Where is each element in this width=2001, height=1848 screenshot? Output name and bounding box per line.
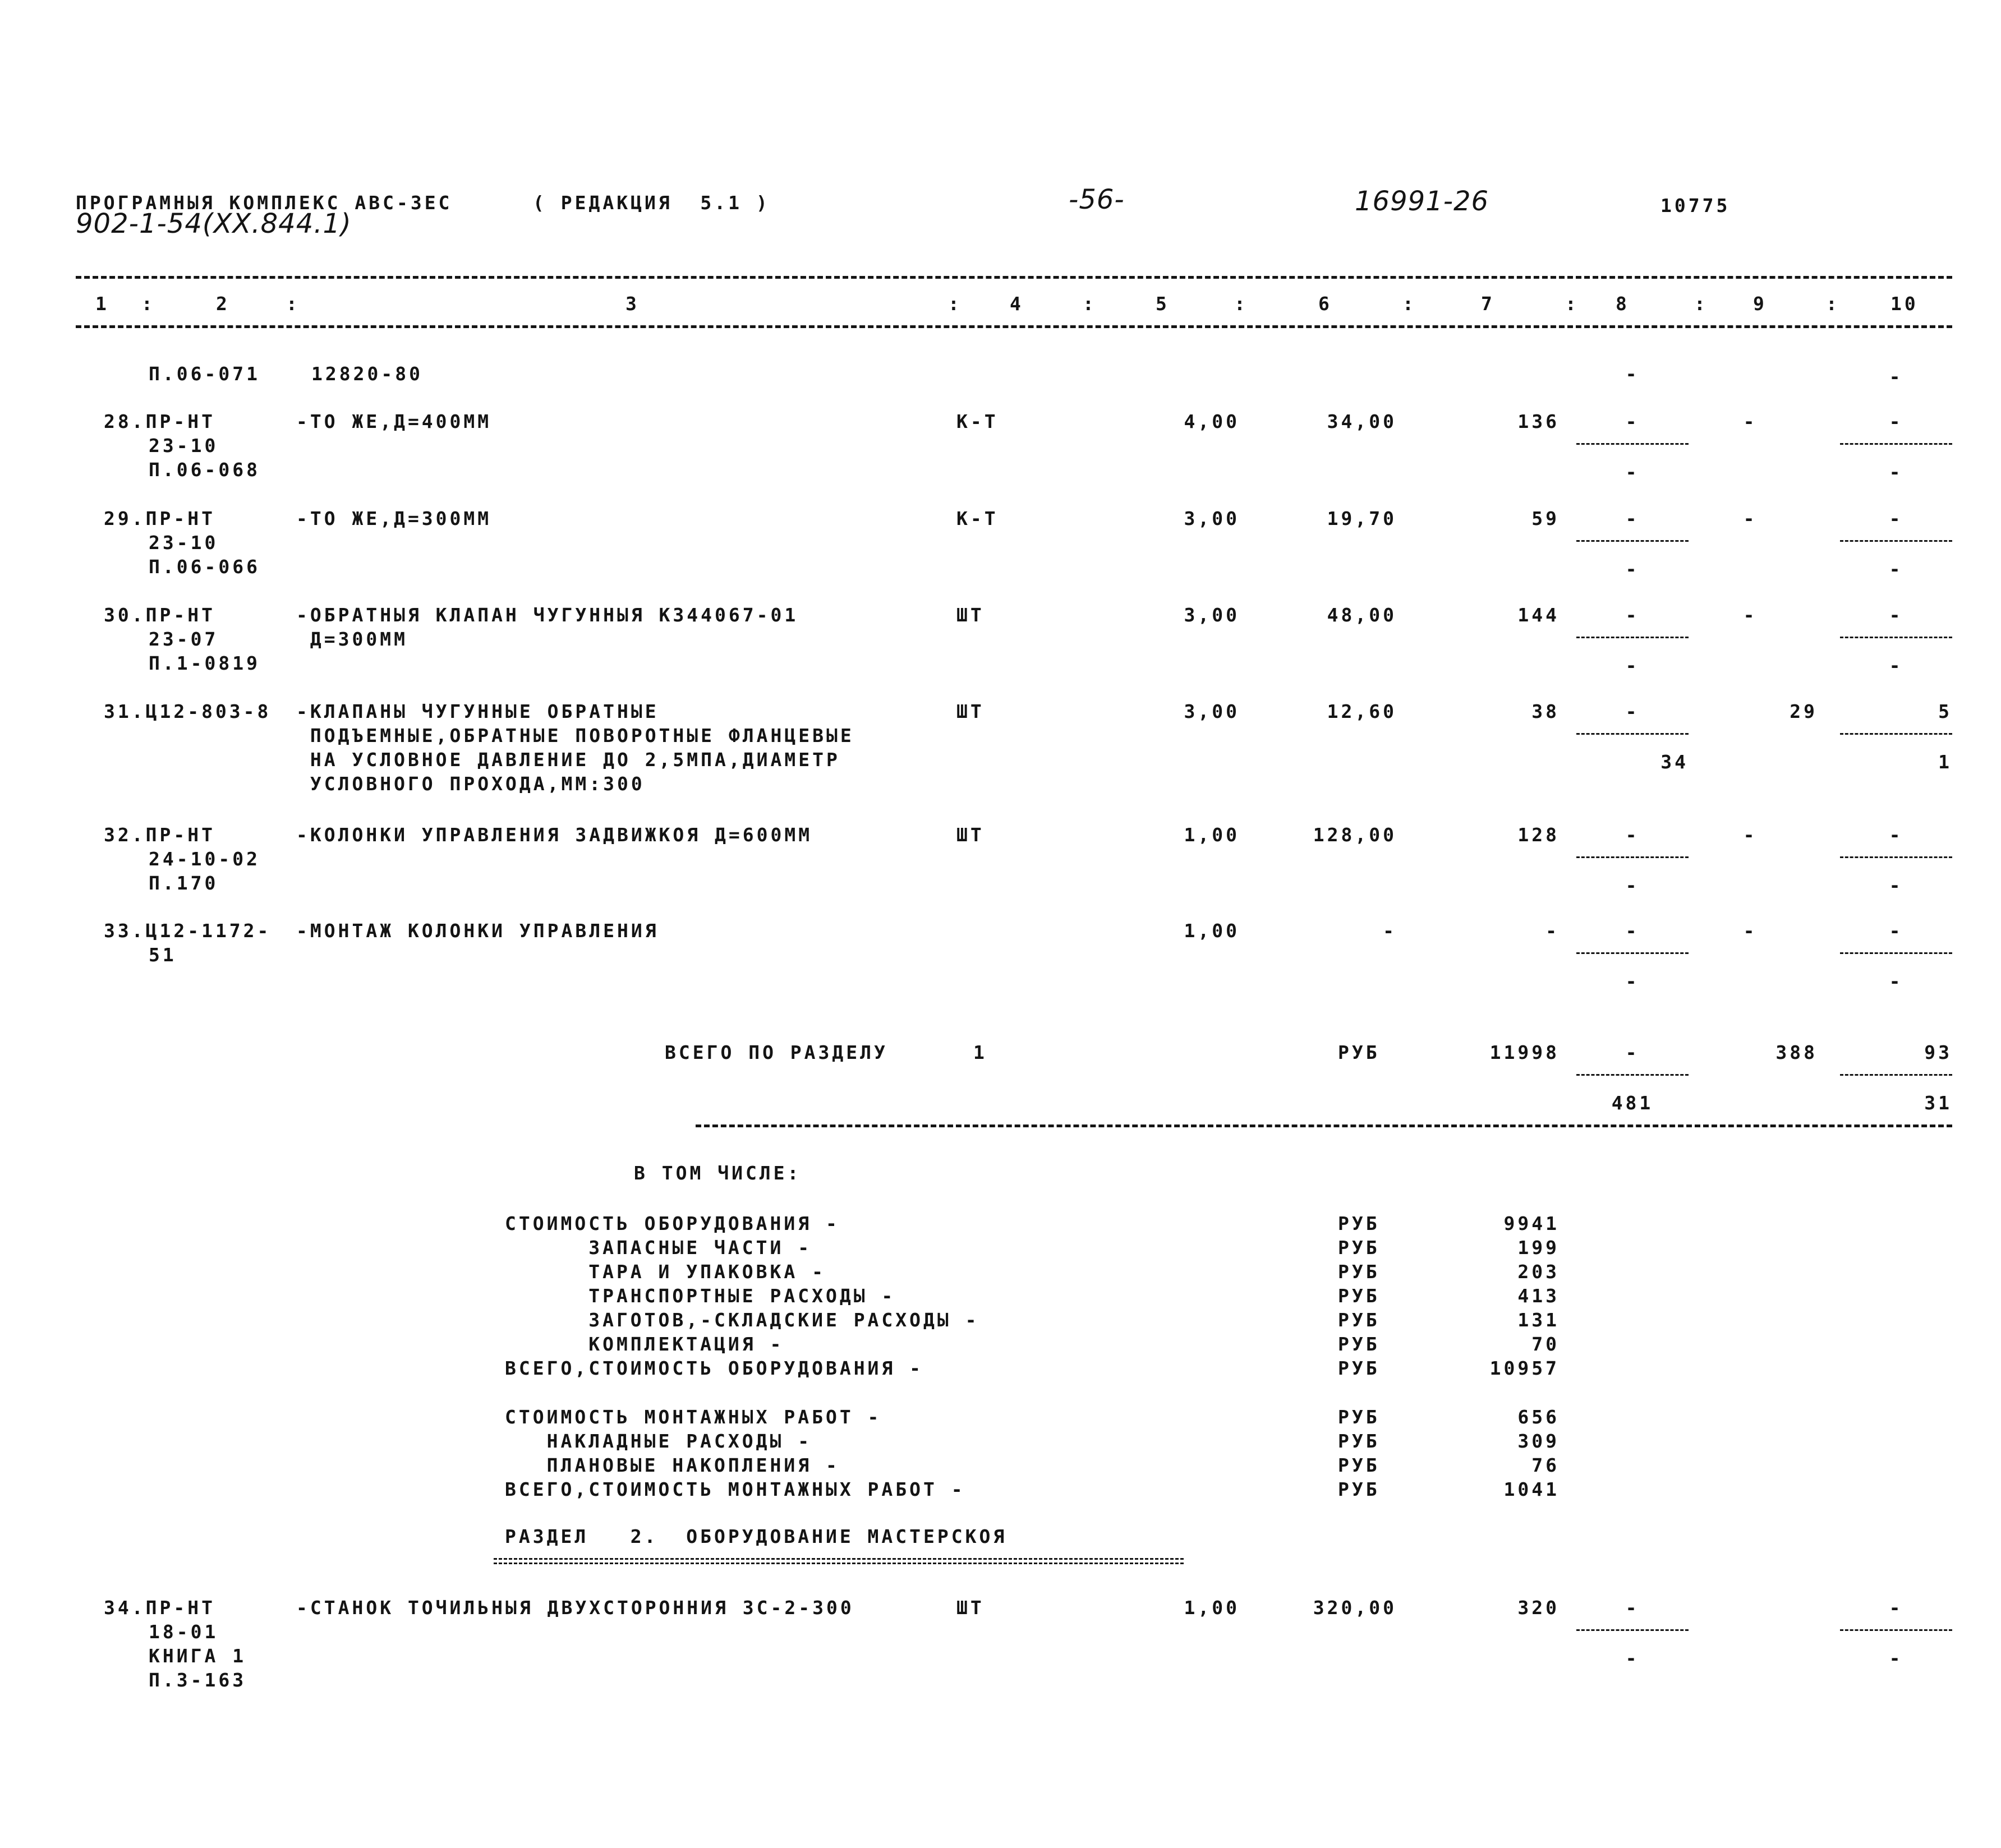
row-unit: ШТ	[956, 701, 985, 722]
section-total-rule	[696, 1125, 1952, 1127]
equipment-cost-value: 199	[1517, 1237, 1560, 1259]
row-col8-bottom: -	[1625, 461, 1640, 483]
row34-ref-3: П.3-163	[149, 1669, 247, 1691]
row-col10-top: 5	[1938, 701, 1952, 722]
row-ref: 51	[149, 944, 177, 966]
row-total: 144	[1517, 604, 1560, 626]
equipment-cost-value: 413	[1517, 1285, 1560, 1307]
row-price: 128,00	[1313, 824, 1397, 846]
row-name: -ТО ЖЕ,Д=300ММ	[296, 508, 492, 529]
row-col10-bottom: -	[1889, 970, 1903, 992]
row-ref: 23-10	[149, 532, 219, 554]
row-col8-bottom: -	[1625, 655, 1640, 676]
row34-col10-bottom: -	[1889, 1647, 1903, 1669]
row-col10-top: -	[1889, 411, 1903, 432]
row34-position: 34.ПР-НТ	[104, 1597, 215, 1619]
row-ref: П.170	[149, 872, 219, 894]
row-name: ПОДЪЕМНЫЕ,ОБРАТНЫЕ ПОВОРОТНЫЕ ФЛАНЦЕВЫЕ	[296, 725, 854, 746]
row34-qty: 1,00	[1184, 1597, 1240, 1619]
row-ref: 24-10-02	[149, 848, 260, 870]
row-name: НА УСЛОВНОЕ ДАВЛЕНИЕ ДО 2,5МПА,ДИАМЕТР	[296, 749, 840, 771]
section-total-col9: 388	[1775, 1041, 1818, 1063]
equipment-cost-unit: РУБ	[1338, 1309, 1380, 1331]
row-col8-bottom: -	[1625, 874, 1640, 896]
row-position: 29.ПР-НТ	[104, 508, 215, 529]
section2-title: РАЗДЕЛ 2. ОБОРУДОВАНИЕ МАСТЕРСКОЯ	[505, 1526, 1008, 1547]
row-col8: -	[1625, 363, 1640, 385]
including-label: В ТОМ ЧИСЛЕ:	[634, 1162, 802, 1184]
row-col10-bottom: -	[1889, 874, 1903, 896]
row34-col8-bottom: -	[1625, 1647, 1640, 1669]
install-cost-unit: РУБ	[1338, 1430, 1380, 1452]
column-separator: :	[948, 293, 962, 315]
equipment-cost-unit: РУБ	[1338, 1213, 1380, 1234]
row-col9: -	[1743, 824, 1758, 846]
row-name: Д=300ММ	[296, 628, 408, 650]
row-ref: П.06-071	[149, 363, 260, 385]
program-name: ПРОГРАМНЫЯ КОМПЛЕКС АВС-ЗЕС	[76, 192, 453, 214]
row-qty: 1,00	[1184, 920, 1240, 942]
row-col10-bottom: -	[1889, 558, 1903, 580]
section-total-col8-rule	[1576, 1074, 1689, 1076]
document-code: 10775	[1660, 195, 1731, 216]
equipment-cost-label: КОМПЛЕКТАЦИЯ -	[505, 1333, 784, 1355]
row-total: 136	[1517, 411, 1560, 432]
equipment-cost-unit: РУБ	[1338, 1261, 1380, 1283]
equipment-cost-value: 203	[1517, 1261, 1560, 1283]
row-unit: К-Т	[956, 411, 999, 432]
row-ref: П.1-0819	[149, 652, 260, 674]
row-col9: -	[1743, 508, 1758, 529]
page-number: -56-	[1069, 184, 1125, 215]
row-col9: -	[1743, 411, 1758, 432]
header-top-rule	[76, 276, 1952, 279]
section-total-number: 1	[973, 1041, 987, 1063]
row-position: 28.ПР-НТ	[104, 411, 215, 432]
equipment-cost-label: ТРАНСПОРТНЫЕ РАСХОДЫ -	[505, 1285, 896, 1307]
column-separator: :	[286, 293, 300, 315]
row-position: 33.Ц12-1172-	[104, 920, 272, 942]
row34-unit: ШТ	[956, 1597, 985, 1619]
install-cost-unit: РУБ	[1338, 1406, 1380, 1428]
equipment-cost-value: 9941	[1503, 1213, 1560, 1234]
install-cost-value: 656	[1517, 1406, 1560, 1428]
row-qty: 3,00	[1184, 604, 1240, 626]
row-unit: К-Т	[956, 508, 999, 529]
edition-label: ( РЕДАКЦИЯ 5.1 )	[533, 192, 770, 214]
row-name: -ОБРАТНЫЯ КЛАПАН ЧУГУННЫЯ К344067-01	[296, 604, 799, 626]
row-col8-rule	[1576, 952, 1689, 954]
install-cost-value: 309	[1517, 1430, 1560, 1452]
section-total-sum: 11998	[1489, 1041, 1560, 1063]
column-separator: :	[1234, 293, 1248, 315]
install-cost-label: СТОИМОСТЬ МОНТАЖНЫХ РАБОТ -	[505, 1406, 882, 1428]
section-total-col10-bottom: 31	[1924, 1092, 1952, 1114]
section2-underline	[494, 1558, 1184, 1564]
column-separator: :	[1694, 293, 1708, 315]
row-name: -КЛАПАНЫ ЧУГУННЫЕ ОБРАТНЫЕ	[296, 701, 659, 722]
column-number: 10	[1890, 293, 1919, 315]
row-col8-top: -	[1625, 604, 1640, 626]
row-total: 59	[1531, 508, 1560, 529]
row-col10-rule	[1840, 733, 1952, 735]
equipment-cost-value: 131	[1517, 1309, 1560, 1331]
row-col10-rule	[1840, 540, 1952, 542]
row-col9: -	[1743, 604, 1758, 626]
column-number: 2	[216, 293, 230, 315]
row-col8-rule	[1576, 540, 1689, 542]
row-total: 38	[1531, 701, 1560, 722]
row-name: 12820-80	[311, 363, 423, 385]
row-col8-top: -	[1625, 701, 1640, 722]
install-cost-value: 1041	[1503, 1478, 1560, 1500]
section-total-col10-rule	[1840, 1074, 1952, 1076]
row34-name: -СТАНОК ТОЧИЛЬНЫЯ ДВУХСТОРОННИЯ ЗС-2-300	[296, 1597, 854, 1619]
row-col10-bottom: 1	[1938, 751, 1952, 773]
row-price: 19,70	[1327, 508, 1397, 529]
project-code: 902-1-54(XX.844.1)	[76, 208, 352, 239]
equipment-cost-label: ТАРА И УПАКОВКА -	[505, 1261, 826, 1283]
row-col9: 29	[1790, 701, 1818, 722]
column-number: 5	[1156, 293, 1170, 315]
column-number: 9	[1753, 293, 1767, 315]
row-ref: П.06-068	[149, 459, 260, 481]
row-qty: 1,00	[1184, 824, 1240, 846]
row-col10-bottom: -	[1889, 461, 1903, 483]
header-bottom-rule	[76, 325, 1952, 328]
equipment-cost-unit: РУБ	[1338, 1285, 1380, 1307]
section-total-col10-top: 93	[1924, 1041, 1952, 1063]
row-col8-rule	[1576, 443, 1689, 445]
row34-ref-1: 18-01	[149, 1621, 219, 1643]
equipment-cost-value: 70	[1531, 1333, 1560, 1355]
row-col10-rule	[1840, 637, 1952, 638]
row-position: 30.ПР-НТ	[104, 604, 215, 626]
row-name: -КОЛОНКИ УПРАВЛЕНИЯ ЗАДВИЖКОЯ Д=600ММ	[296, 824, 813, 846]
row-price: -	[1383, 920, 1397, 942]
install-cost-label: ВСЕГО,СТОИМОСТЬ МОНТАЖНЫХ РАБОТ -	[505, 1478, 965, 1500]
row-price: 48,00	[1327, 604, 1397, 626]
row34-col10-top: -	[1889, 1597, 1903, 1619]
row-col8-top: -	[1625, 920, 1640, 942]
section-total-label: ВСЕГО ПО РАЗДЕЛУ	[665, 1041, 888, 1063]
row-qty: 4,00	[1184, 411, 1240, 432]
equipment-cost-label: ЗАГОТОВ,-СКЛАДСКИЕ РАСХОДЫ -	[505, 1309, 979, 1331]
equipment-cost-unit: РУБ	[1338, 1357, 1380, 1379]
row-position: 32.ПР-НТ	[104, 824, 215, 846]
row-col10-bottom: -	[1889, 655, 1903, 676]
row-price: 12,60	[1327, 701, 1397, 722]
row-col10-rule	[1840, 952, 1952, 954]
column-number: 8	[1616, 293, 1630, 315]
column-separator: :	[1565, 293, 1579, 315]
row34-ref-2: КНИГА 1	[149, 1645, 247, 1667]
row34-col8-rule	[1576, 1629, 1689, 1631]
equipment-cost-label: СТОИМОСТЬ ОБОРУДОВАНИЯ -	[505, 1213, 840, 1234]
equipment-cost-unit: РУБ	[1338, 1237, 1380, 1259]
column-separator: :	[1402, 293, 1416, 315]
row-qty: 3,00	[1184, 508, 1240, 529]
row-col10-rule	[1840, 443, 1952, 445]
row-ref: 23-07	[149, 628, 219, 650]
equipment-cost-label: ЗАПАСНЫЕ ЧАСТИ -	[505, 1237, 812, 1259]
row-unit: ШТ	[956, 604, 985, 626]
column-number: 3	[625, 293, 640, 315]
row-col10-top: -	[1889, 920, 1903, 942]
row-col8-rule	[1576, 637, 1689, 638]
row34-col10-rule	[1840, 1629, 1952, 1631]
row-col10: -	[1889, 366, 1903, 388]
row-col10-top: -	[1889, 824, 1903, 846]
document-number: 16991-26	[1355, 186, 1489, 217]
column-number: 1	[95, 293, 109, 315]
equipment-cost-unit: РУБ	[1338, 1333, 1380, 1355]
install-cost-value: 76	[1531, 1454, 1560, 1476]
row-col8-rule	[1576, 733, 1689, 735]
row-col8-bottom: -	[1625, 970, 1640, 992]
row-total: -	[1545, 920, 1560, 942]
row-col8-bottom: -	[1625, 558, 1640, 580]
row-col8-bottom: 34	[1660, 751, 1689, 773]
row-col10-rule	[1840, 856, 1952, 858]
row-col10-top: -	[1889, 508, 1903, 529]
column-number: 4	[1010, 293, 1024, 315]
column-separator: :	[1083, 293, 1097, 315]
row-unit: ШТ	[956, 824, 985, 846]
column-separator: :	[141, 293, 155, 315]
row-col8-top: -	[1625, 411, 1640, 432]
install-cost-unit: РУБ	[1338, 1454, 1380, 1476]
equipment-cost-label: ВСЕГО,СТОИМОСТЬ ОБОРУДОВАНИЯ -	[505, 1357, 924, 1379]
row-name: -МОНТАЖ КОЛОНКИ УПРАВЛЕНИЯ	[296, 920, 659, 942]
row-col8-top: -	[1625, 508, 1640, 529]
row-name: -ТО ЖЕ,Д=400ММ	[296, 411, 492, 432]
section-total-col8-top: -	[1625, 1041, 1640, 1063]
row34-price: 320,00	[1313, 1597, 1397, 1619]
row-col10-top: -	[1889, 604, 1903, 626]
install-cost-label: НАКЛАДНЫЕ РАСХОДЫ -	[505, 1430, 812, 1452]
row-ref: 23-10	[149, 435, 219, 457]
row-name: УСЛОВНОГО ПРОХОДА,ММ:300	[296, 773, 645, 795]
row-price: 34,00	[1327, 411, 1397, 432]
row34-col8-top: -	[1625, 1597, 1640, 1619]
row-qty: 3,00	[1184, 701, 1240, 722]
row-total: 128	[1517, 824, 1560, 846]
row-col9: -	[1743, 920, 1758, 942]
install-cost-label: ПЛАНОВЫЕ НАКОПЛЕНИЯ -	[505, 1454, 840, 1476]
column-number: 7	[1481, 293, 1495, 315]
row34-total: 320	[1517, 1597, 1560, 1619]
column-number: 6	[1318, 293, 1332, 315]
row-col8-rule	[1576, 856, 1689, 858]
section-total-col8-bottom: 481	[1611, 1092, 1654, 1114]
row-ref: П.06-066	[149, 556, 260, 578]
row-col8-top: -	[1625, 824, 1640, 846]
column-separator: :	[1826, 293, 1840, 315]
equipment-cost-value: 10957	[1489, 1357, 1560, 1379]
install-cost-unit: РУБ	[1338, 1478, 1380, 1500]
row-position: 31.Ц12-803-8	[104, 701, 272, 722]
section-total-unit: РУБ	[1338, 1041, 1380, 1063]
